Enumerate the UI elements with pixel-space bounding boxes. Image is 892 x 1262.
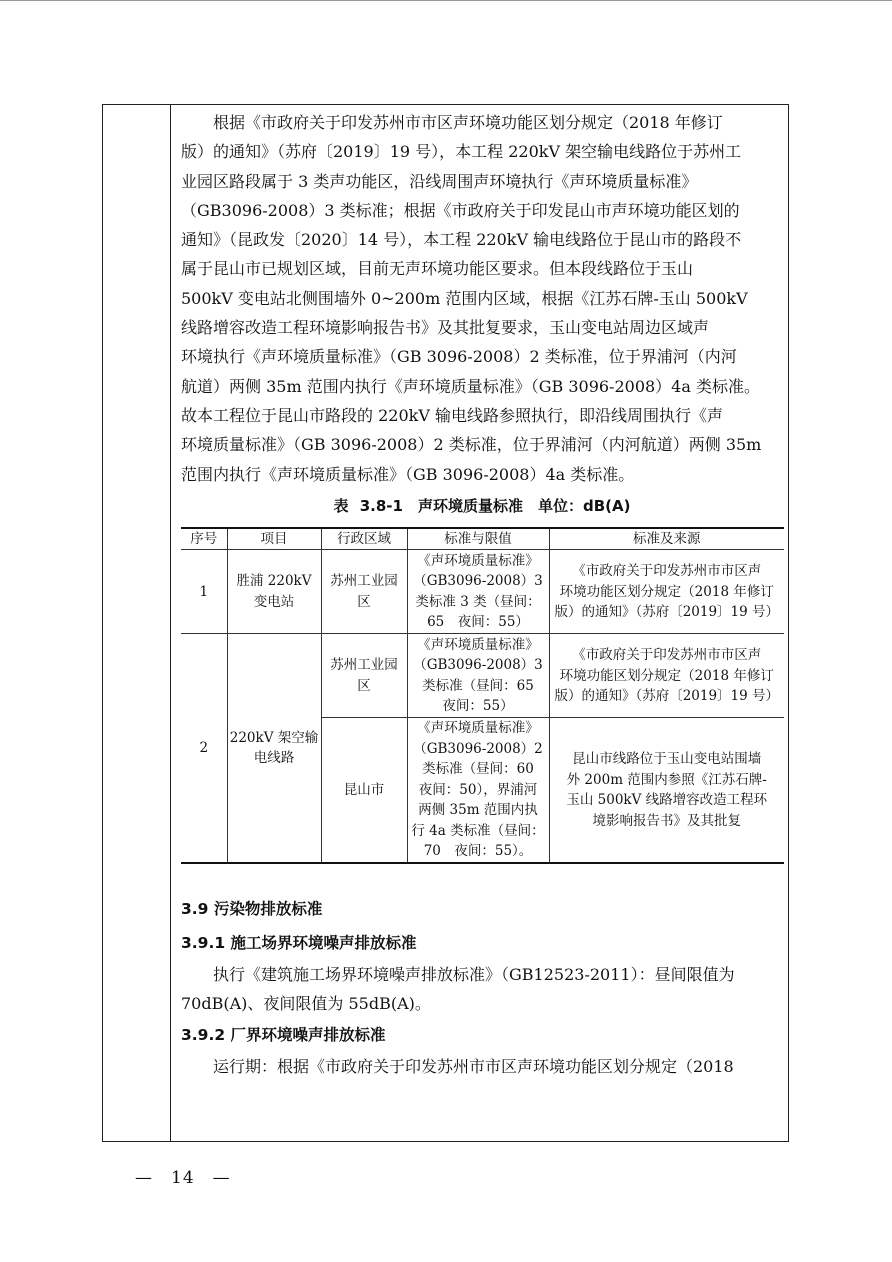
table-row — [181, 550, 784, 634]
document-frame — [102, 104, 789, 1142]
construction-noise-paragraph: 执行《建筑施工场界环境噪声排放标准》（GB12523-2011）：昼间限值为 70dB(A)、夜间限值为 55dB(A)。 — [181, 964, 735, 1014]
section-3-9-1-heading: 3.9.1 施工场界环境噪声排放标准 — [181, 933, 417, 952]
cell-standard: 《声环境质量标准》 （GB3096-2008）3 类标准（昼间：65 夜间：55） — [407, 634, 549, 718]
cell-region: 苏州工业园 区 — [321, 634, 407, 718]
section-3-9-2-heading: 3.9.2 厂界环境噪声排放标准 — [181, 1026, 386, 1045]
header-source: 标准及来源 — [549, 528, 784, 550]
header-region: 行政区域 — [321, 528, 407, 550]
header-standard: 标准与限值 — [407, 528, 549, 550]
table-header-row — [181, 528, 784, 550]
cell-source: 《市政府关于印发苏州市市区声 环境功能区划分规定（2018 年修订 版）的通知》（苏府〔2019〕19 号） — [549, 550, 784, 634]
cell-standard: 《声环境质量标准》 （GB3096-2008）2 类标准（昼间：60 夜间：50），界浦河 两侧 35m 范围内执 行 4a 类标准（昼间： 70 夜间：55）。 — [407, 718, 549, 863]
header-item: 项目 — [227, 528, 321, 550]
cell-standard: 《声环境质量标准》 （GB3096-2008）3 类标准 3 类（昼间： 65 夜间：55） — [407, 550, 549, 634]
operation-noise-paragraph: 运行期：根据《市政府关于印发苏州市市区声环境功能区划分规定（2018 — [213, 1057, 734, 1077]
left-label-column — [103, 105, 171, 1141]
noise-standard-table — [181, 527, 784, 864]
table-title: 表 3.8-1 声环境质量标准 单位：dB(A) — [333, 496, 631, 515]
cell-source: 《市政府关于印发苏州市市区声 环境功能区划分规定（2018 年修订 版）的通知》（苏府〔2019〕19 号） — [549, 634, 784, 718]
cell-no: 2 — [181, 634, 227, 863]
table-row — [181, 634, 784, 718]
top-rule — [0, 0, 892, 1]
cell-item: 220kV 架空输 电线路 — [227, 634, 321, 863]
noise-zone-paragraph: 根据《市政府关于印发苏州市市区声环境功能区划分规定（2018 年修订 版）的通知》（苏府〔2019〕19 号），本工程 220kV 架空输电线路位于苏州工 业园区路段属于 3 类声功能区，沿线周围声环境执行《声环境质量标准》 （GB3096-2008）3 类标准；根据《市政府关于印发昆山市声环境功能区划的 通知》（昆政发〔2020〕14 号），本工程 220kV 输电线路位于昆山市的路段不 属于昆山市已规划区域，目前无声环境功能区要求。但本段线路位于玉山 500kV 变电站北侧围墙外 0~200m 范围内区域，根据《江苏石牌-玉山 500kV 线路增容改造工程环境影响报告书》及其批复要求，玉山变电站周边区域声 环境执行《声环境质量标准》（GB 3096-2008）2 类标准，位于界浦河（内河 航道）两侧 35m 范围内执行《声环境质量标准》（GB 3096-2008）4a 类标准。 故本工程位于昆山市路段的 220kV 输电线路参照执行，即沿线周围执行《声 环境质量标准》（GB 3096-2008）2 类标准，位于界浦河（内河航道）两侧 35m 范围内执行《声环境质量标准》（GB 3096-2008）4a 类标准。 — [181, 113, 762, 484]
cell-no: 1 — [181, 550, 227, 634]
cell-item: 胜浦 220kV 变电站 — [227, 550, 321, 634]
content-column — [181, 108, 783, 1082]
cell-region: 昆山市 — [321, 718, 407, 863]
section-3-9-heading: 3.9 污染物排放标准 — [181, 899, 323, 918]
header-no: 序号 — [181, 528, 227, 550]
page-number: — 14 — — [135, 1168, 231, 1188]
cell-source: 昆山市线路位于玉山变电站围墙 外 200m 范围内参照《江苏石牌- 玉山 500kV 线路增容改造工程环 境影响报告书》及其批复 — [549, 718, 784, 863]
cell-region: 苏州工业园 区 — [321, 550, 407, 634]
